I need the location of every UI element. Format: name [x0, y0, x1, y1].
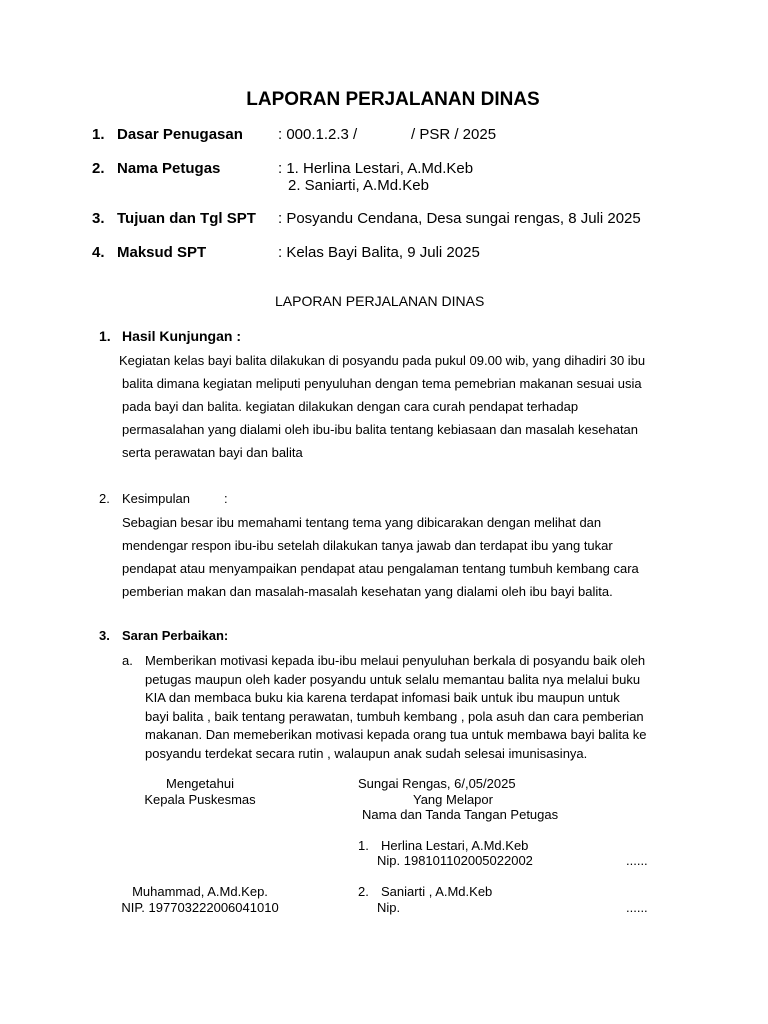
list-marker-a: a.: [122, 653, 133, 668]
row-value-nama-petugas: : 1. Herlina Lestari, A.Md.Keb: [278, 160, 474, 177]
officer-number: 1.: [358, 838, 369, 853]
section-number: 2.: [99, 491, 110, 506]
row-value-maksud-spt: : Kelas Bayi Balita, 9 Juli 2025: [278, 244, 480, 261]
row-number: 3.: [92, 210, 105, 227]
row-value-dasar-penugasan: : 000.1.2.3 /: [278, 126, 358, 143]
row-number: 4.: [92, 244, 105, 261]
section-number: 1.: [99, 328, 111, 344]
sign-left-mengetahui: Mengetahui: [166, 776, 234, 791]
paragraph-line: serta perawatan bayi dan balita: [122, 445, 303, 460]
paragraph-line: petugas maupun oleh kader posyandu untuk selalu memantau balita nya melalui buku: [145, 671, 641, 687]
row-label-nama-petugas: Nama Petugas: [117, 160, 221, 177]
paragraph-line: pada bayi dan balita. kegiatan dilakukan dengan cara curah pendapat terhadap: [122, 399, 579, 414]
officer-nip: Nip. 198101102005022002: [377, 853, 533, 868]
sign-left-nip: NIP. 197703222006041010: [121, 900, 279, 915]
row-label-dasar-penugasan: Dasar Penugasan: [117, 126, 243, 143]
officer-signature-dots: ......: [626, 853, 648, 868]
officer-signature-dots: ......: [626, 900, 648, 915]
sign-right-place-date: Sungai Rengas, 6/,05/2025: [358, 776, 516, 791]
report-subtitle: LAPORAN PERJALANAN DINAS: [275, 293, 485, 309]
officer-name: Herlina Lestari, A.Md.Keb: [381, 838, 529, 853]
paragraph-line: Memberikan motivasi kepada ibu-ibu melaui penyuluhan berkala di posyandu baik oleh: [145, 653, 646, 668]
paragraph-line: Sebagian besar ibu memahami tentang tema yang dibicarakan dengan melihat dan: [122, 515, 602, 530]
paragraph-line: pendapat atau menyampaikan pendapat atau pengalaman tentang tumbuh kembang cara: [122, 561, 639, 576]
paragraph-line: posyandu terdekat secara rutin , walaupun anak sudah selesai imunisasinya.: [145, 745, 588, 761]
section-heading-kesimpulan: Kesimpulan: [122, 491, 190, 506]
paragraph-line: makanan. Dan memeberikan motivasi kepada orang tua untuk membawa bayi balita ke: [145, 727, 647, 742]
row-number: 2.: [92, 160, 105, 177]
officer-nip: Nip.: [377, 900, 401, 915]
row-label-maksud-spt: Maksud SPT: [117, 244, 207, 261]
sign-right-yang-melapor: Yang Melapor: [413, 792, 493, 807]
kesimpulan-colon: :: [224, 491, 228, 506]
paragraph-line: KIA dan membaca buku kia karena terdapat infomasi baik untuk ibu maupun untuk: [145, 690, 620, 705]
sign-right-nama-ttd: Nama dan Tanda Tangan Petugas: [362, 807, 559, 822]
paragraph-line: mendengar respon ibu-ibu setelah dilakukan tanya jawab dan terdapat ibu yang tukar: [122, 538, 613, 553]
row-value-tujuan: : Posyandu Cendana, Desa sungai rengas, 8 Juli 2025: [278, 210, 641, 227]
officer-number: 2.: [358, 884, 369, 899]
section-heading-saran-perbaikan: Saran Perbaikan:: [122, 628, 229, 643]
paragraph-line: Kegiatan kelas bayi balita dilakukan di posyandu pada pukul 09.00 wib, yang dihadiri 30 ibu: [119, 353, 646, 368]
sign-left-name: Muhammad, A.Md.Kep.: [132, 884, 268, 899]
paragraph-line: bayi balita , baik tentang perawatan, tumbuh kembang , pola asuh dan cara pemberian: [145, 708, 644, 724]
paragraph-line: balita dimana kegiatan meliputi penyuluhan dengan tema pemebrian makanan sesuai usia: [122, 376, 642, 391]
saran-paragraph: [145, 652, 698, 763]
row-label-tujuan: Tujuan dan Tgl SPT: [117, 210, 256, 227]
sign-left-kepala-puskesmas: Kepala Puskesmas: [144, 792, 256, 807]
section-number: 3.: [99, 628, 110, 643]
hasil-kunjungan-paragraph: [119, 349, 694, 464]
row-value-dasar-penugasan-suffix: / PSR / 2025: [411, 126, 497, 143]
paragraph-line: pemberian makan dan masalah-masalah kesehatan yang dialami oleh ibu bayi balita.: [122, 584, 613, 599]
section-heading-hasil-kunjungan: Hasil Kunjungan :: [122, 328, 241, 344]
row-value-nama-petugas-line2: 2. Saniarti, A.Md.Keb: [288, 177, 429, 194]
kesimpulan-paragraph: [122, 511, 694, 603]
row-number: 1.: [92, 126, 105, 143]
paragraph-line: permasalahan yang dialami oleh ibu-ibu balita tentang kebiasaan dan masalah kesehatan: [122, 422, 639, 437]
officer-name: Saniarti , A.Md.Keb: [381, 884, 493, 899]
document-title: LAPORAN PERJALANAN DINAS: [246, 89, 540, 110]
